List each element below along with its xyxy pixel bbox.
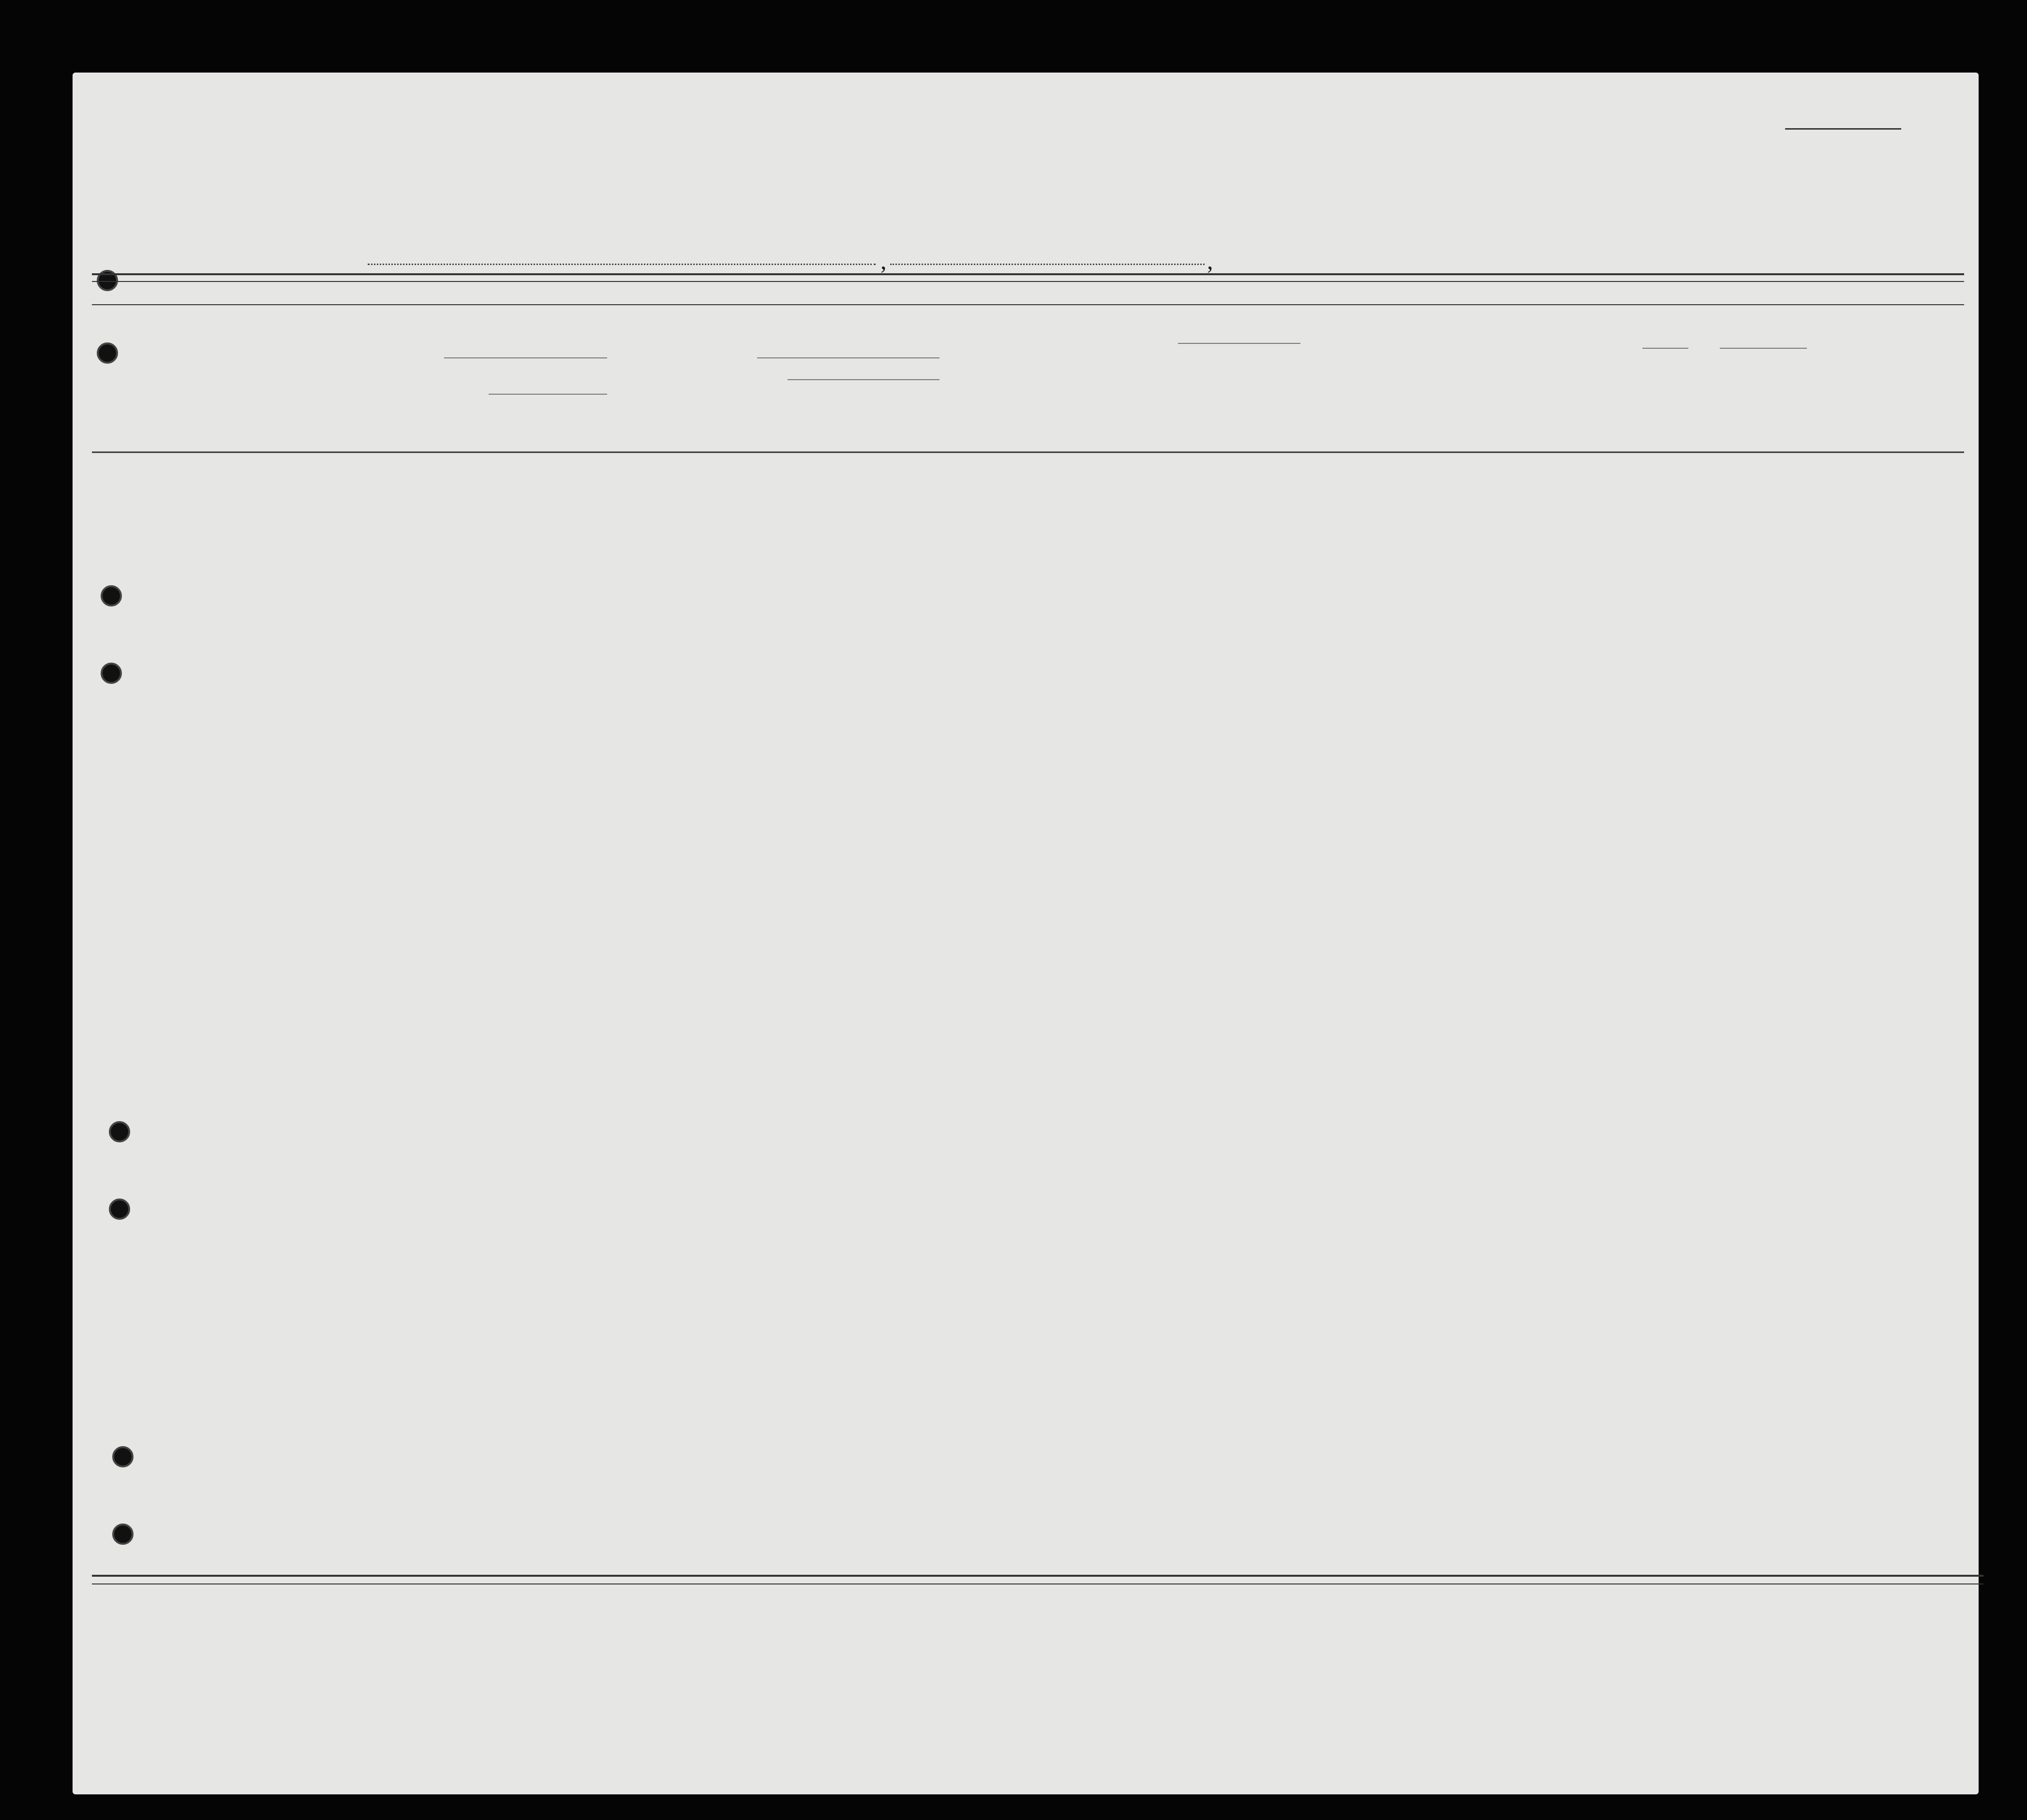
header-feet — [1648, 400, 1659, 434]
header-ticket — [607, 317, 631, 443]
header-excluded — [1484, 330, 1501, 442]
row-number-column — [145, 0, 184, 1820]
header-inches — [1673, 398, 1684, 436]
header-prison — [1306, 334, 1330, 445]
header-question-29 — [1446, 336, 1476, 447]
header-length-of-stay — [1213, 342, 1230, 439]
header-fifty-dollars — [730, 314, 750, 440]
header-anarchist — [1369, 329, 1384, 440]
header-arrested — [1505, 330, 1523, 442]
comma: , — [1207, 247, 1213, 274]
header-citizen-intent — [1247, 342, 1264, 439]
header-complexion — [1705, 351, 1720, 409]
header-polygamist — [1342, 329, 1357, 440]
header-question-28 — [1401, 339, 1434, 450]
header-return-intent — [1179, 342, 1196, 439]
comma: , — [880, 247, 887, 274]
